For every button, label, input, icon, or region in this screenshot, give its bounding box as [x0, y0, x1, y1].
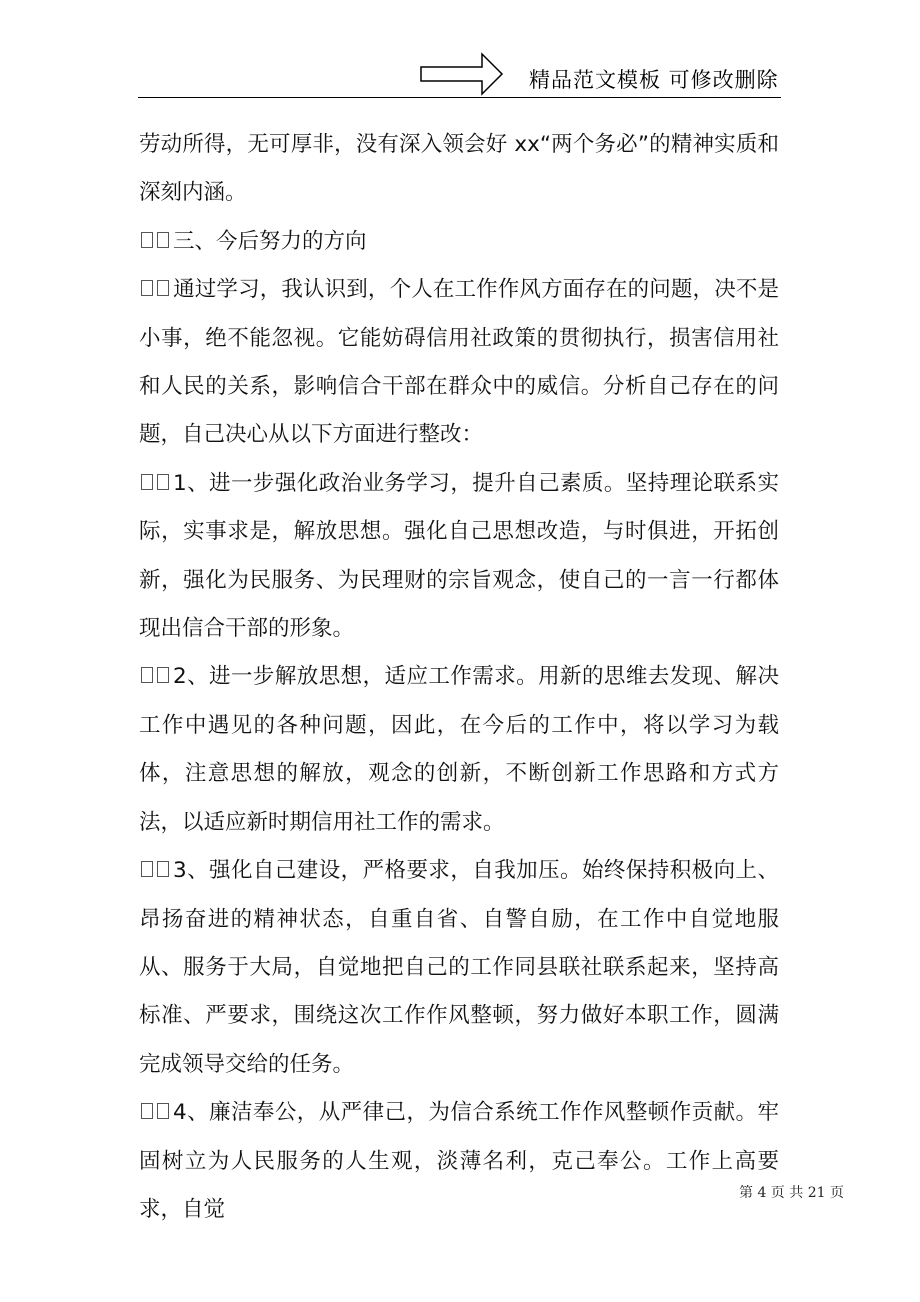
paragraph-5: [139, 653, 779, 847]
paragraph-4: [139, 460, 779, 654]
paragraph-6: [139, 847, 779, 1089]
indent-placeholder-icon: [139, 859, 173, 879]
paragraph-text: 2、进一步解放思想，适应工作需求。用新的思维去发现、解决工作中遇见的各种问题，因此，在今后的工作中，将以学习为载体，注意思想的解放，观念的创新，不断创新工作思路和方式方法，以适应新时期信用社工作的需求。: [139, 664, 779, 835]
paragraph-1: [139, 121, 779, 218]
header-divider: [138, 97, 781, 98]
paragraph-text: 1、进一步强化政治业务学习，提升自己素质。坚持理论联系实际，实事求是，解放思想。强化自己思想改造，与时俱进，开拓创新，强化为民服务、为民理财的宗旨观念，使自己的一言一行都体现出信合干部的形象。: [139, 470, 779, 642]
paragraph-3: [139, 266, 779, 460]
paragraph-text: 劳动所得，无可厚非，没有深入领会好 xx“两个务必”的精神实质和深刻内涵。: [139, 132, 779, 206]
indent-placeholder-icon: [139, 1101, 173, 1121]
indent-placeholder-icon: [139, 472, 173, 492]
header-title: 精品范文模板 可修改删除: [529, 68, 779, 92]
indent-placeholder-icon: [139, 278, 173, 298]
indent-placeholder-icon: [139, 230, 173, 250]
section-heading: [139, 218, 779, 266]
page-number: 第 4 页 共 21 页: [739, 1185, 844, 1201]
paragraph-text: 4、廉洁奉公，从严律己，为信合系统工作作风整顿作贡献。牢固树立为人民服务的人生观，淡薄名利，克己奉公。工作上高要求，自觉: [139, 1100, 779, 1222]
paragraph-text: 通过学习，我认识到，个人在工作作风方面存在的问题，决不是小事，绝不能忽视。它能妨碍信用社政策的贯彻执行，损害信用社和人民的关系，影响信合干部在群众中的威信。分析自己存在的问题，自己决心从以下方面进行整改：: [139, 277, 779, 448]
indent-placeholder-icon: [139, 665, 173, 685]
document-body: [139, 121, 779, 1234]
paragraph-7: [139, 1089, 779, 1234]
paragraph-text: 三、今后努力的方向: [173, 228, 367, 254]
paragraph-text: 3、强化自己建设，严格要求，自我加压。始终保持积极向上、昂扬奋进的精神状态，自重自省、自警自励，在工作中自觉地服从、服务于大局，自觉地把自己的工作同县联社联系起来，坚持高标准、严要求，围绕这次工作作风整顿，努力做好本职工作，圆满完成领导交给的任务。: [139, 858, 779, 1077]
arrow-right-icon: [420, 52, 504, 96]
